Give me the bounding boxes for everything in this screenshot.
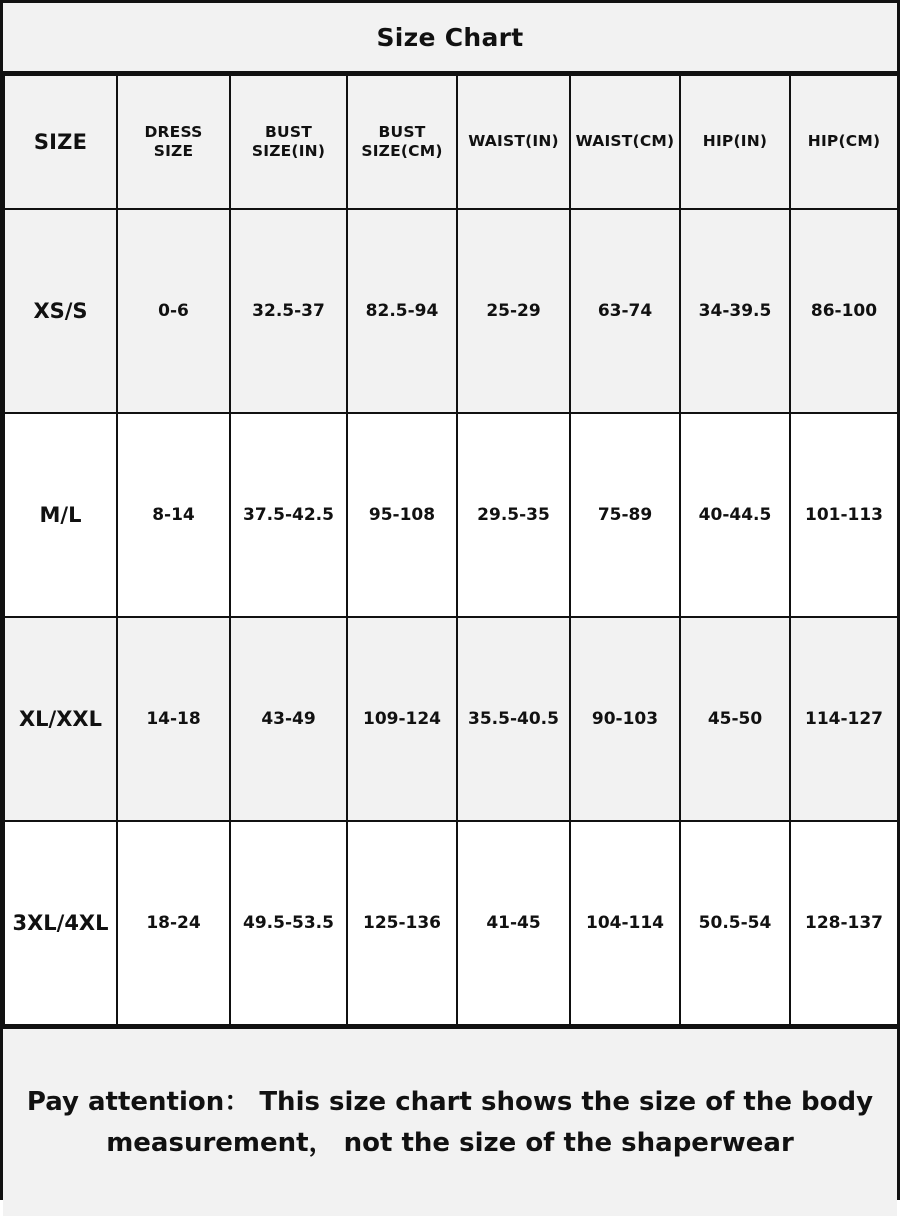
row-label-size: XS/S bbox=[4, 209, 117, 413]
cell-bust-cm: 125-136 bbox=[347, 821, 457, 1025]
column-header-hip-cm: HIP(CM) bbox=[790, 75, 898, 209]
column-header-waist-cm: WAIST(CM) bbox=[570, 75, 680, 209]
cell-waist-cm: 63-74 bbox=[570, 209, 680, 413]
cell-waist-in: 35.5-40.5 bbox=[457, 617, 570, 821]
cell-bust-in: 32.5-37 bbox=[230, 209, 347, 413]
table-header bbox=[4, 75, 898, 209]
cell-bust-in: 43-49 bbox=[230, 617, 347, 821]
cell-hip-cm: 86-100 bbox=[790, 209, 898, 413]
cell-dress-size: 18-24 bbox=[117, 821, 230, 1025]
column-header-bust-in-line2: SIZE(IN) bbox=[251, 142, 326, 160]
cell-waist-cm: 104-114 bbox=[570, 821, 680, 1025]
table-header-row bbox=[4, 75, 898, 209]
chart-note: Pay attention： This size chart shows the size of the body measurement， not the size of the shaperwear bbox=[26, 1087, 874, 1158]
cell-waist-in: 41-45 bbox=[457, 821, 570, 1025]
cell-bust-in: 49.5-53.5 bbox=[230, 821, 347, 1025]
chart-title-bar bbox=[3, 3, 897, 74]
row-label-size: XL/XXL bbox=[4, 617, 117, 821]
cell-hip-cm: 101-113 bbox=[790, 413, 898, 617]
table-row bbox=[4, 821, 898, 1025]
table-row bbox=[4, 413, 898, 617]
cell-hip-in: 40-44.5 bbox=[680, 413, 790, 617]
cell-waist-cm: 75-89 bbox=[570, 413, 680, 617]
column-header-bust-cm-line1: BUST bbox=[378, 122, 426, 141]
table-row bbox=[4, 617, 898, 821]
chart-note-bar bbox=[3, 1026, 897, 1216]
cell-waist-in: 29.5-35 bbox=[457, 413, 570, 617]
cell-dress-size: 14-18 bbox=[117, 617, 230, 821]
column-header-bust-cm bbox=[347, 75, 457, 209]
cell-dress-size: 0-6 bbox=[117, 209, 230, 413]
cell-bust-cm: 95-108 bbox=[347, 413, 457, 617]
page-title: Size Chart bbox=[376, 22, 524, 52]
cell-bust-cm: 82.5-94 bbox=[347, 209, 457, 413]
column-header-bust-cm-line2: SIZE(CM) bbox=[361, 142, 443, 160]
cell-hip-cm: 128-137 bbox=[790, 821, 898, 1025]
cell-hip-in: 45-50 bbox=[680, 617, 790, 821]
cell-waist-cm: 90-103 bbox=[570, 617, 680, 821]
row-label-size: 3XL/4XL bbox=[4, 821, 117, 1025]
table-body bbox=[4, 209, 898, 1025]
column-header-dress-size: DRESS SIZE bbox=[117, 75, 230, 209]
column-header-bust-in-line1: BUST bbox=[265, 122, 312, 141]
column-header-waist-in: WAIST(IN) bbox=[457, 75, 570, 209]
column-header-size: SIZE bbox=[4, 75, 117, 209]
row-label-size: M/L bbox=[4, 413, 117, 617]
column-header-hip-in: HIP(IN) bbox=[680, 75, 790, 209]
column-header-bust-in bbox=[230, 75, 347, 209]
cell-waist-in: 25-29 bbox=[457, 209, 570, 413]
size-chart-table bbox=[3, 74, 899, 1026]
cell-hip-in: 34-39.5 bbox=[680, 209, 790, 413]
cell-hip-in: 50.5-54 bbox=[680, 821, 790, 1025]
table-row bbox=[4, 209, 898, 413]
cell-bust-in: 37.5-42.5 bbox=[230, 413, 347, 617]
cell-dress-size: 8-14 bbox=[117, 413, 230, 617]
cell-bust-cm: 109-124 bbox=[347, 617, 457, 821]
cell-hip-cm: 114-127 bbox=[790, 617, 898, 821]
